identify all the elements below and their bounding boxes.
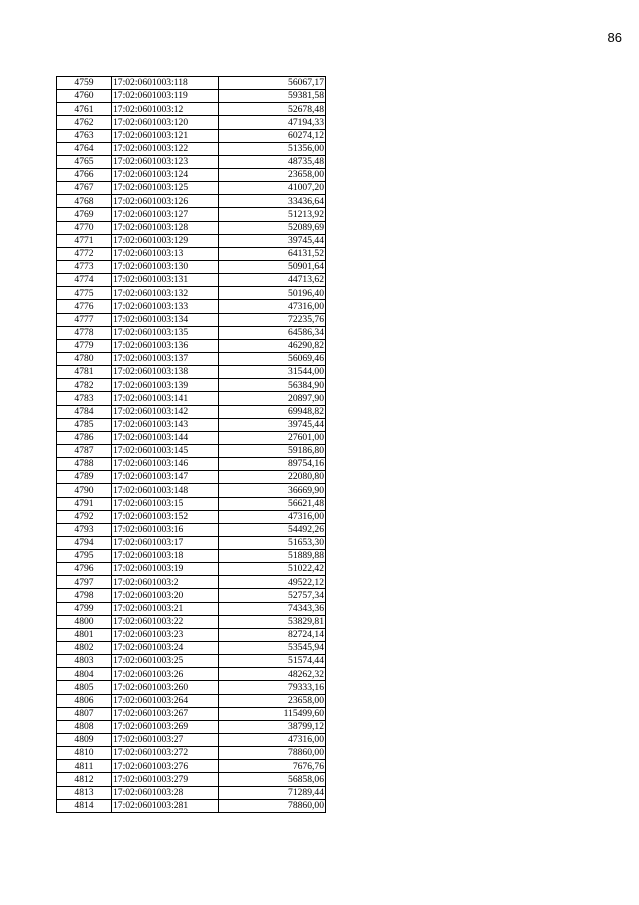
value-cell: 69948,82 <box>219 405 326 418</box>
row-number-cell: 4786 <box>57 431 112 444</box>
table-row <box>57 116 326 129</box>
cadastral-number-cell: 17:02:0601003:21 <box>112 602 219 615</box>
value-cell: 22080,80 <box>219 471 326 484</box>
cadastral-number-cell: 17:02:0601003:134 <box>112 313 219 326</box>
value-cell: 23658,00 <box>219 694 326 707</box>
table-row <box>57 760 326 773</box>
row-number-cell: 4772 <box>57 247 112 260</box>
value-cell: 51574,44 <box>219 655 326 668</box>
cadastral-number-cell: 17:02:0601003:25 <box>112 655 219 668</box>
value-cell: 52678,48 <box>219 103 326 116</box>
value-cell: 50196,40 <box>219 287 326 300</box>
table-row <box>57 668 326 681</box>
table-row <box>57 550 326 563</box>
row-number-cell: 4797 <box>57 576 112 589</box>
table-row <box>57 694 326 707</box>
table-row <box>57 221 326 234</box>
row-number-cell: 4792 <box>57 510 112 523</box>
row-number-cell: 4806 <box>57 694 112 707</box>
value-cell: 51356,00 <box>219 142 326 155</box>
table-row <box>57 523 326 536</box>
cadastral-number-cell: 17:02:0601003:135 <box>112 326 219 339</box>
table-row <box>57 339 326 352</box>
row-number-cell: 4773 <box>57 260 112 273</box>
cadastral-number-cell: 17:02:0601003:13 <box>112 247 219 260</box>
cadastral-number-cell: 17:02:0601003:264 <box>112 694 219 707</box>
value-cell: 56858,06 <box>219 773 326 786</box>
cadastral-number-cell: 17:02:0601003:137 <box>112 352 219 365</box>
row-number-cell: 4761 <box>57 103 112 116</box>
row-number-cell: 4812 <box>57 773 112 786</box>
cadastral-number-cell: 17:02:0601003:119 <box>112 90 219 103</box>
row-number-cell: 4791 <box>57 497 112 510</box>
row-number-cell: 4802 <box>57 642 112 655</box>
table-row <box>57 747 326 760</box>
row-number-cell: 4793 <box>57 523 112 536</box>
cadastral-number-cell: 17:02:0601003:130 <box>112 260 219 273</box>
value-cell: 78860,00 <box>219 747 326 760</box>
table-row <box>57 707 326 720</box>
cadastral-number-cell: 17:02:0601003:144 <box>112 431 219 444</box>
table-row <box>57 786 326 799</box>
value-cell: 56621,48 <box>219 497 326 510</box>
cadastral-number-cell: 17:02:0601003:27 <box>112 734 219 747</box>
value-cell: 47316,00 <box>219 300 326 313</box>
value-cell: 39745,44 <box>219 418 326 431</box>
cadastral-number-cell: 17:02:0601003:15 <box>112 497 219 510</box>
row-number-cell: 4774 <box>57 274 112 287</box>
cadastral-number-cell: 17:02:0601003:118 <box>112 77 219 90</box>
table-row <box>57 720 326 733</box>
table-row <box>57 182 326 195</box>
table-row <box>57 352 326 365</box>
value-cell: 59381,58 <box>219 90 326 103</box>
row-number-cell: 4800 <box>57 615 112 628</box>
cadastral-number-cell: 17:02:0601003:132 <box>112 287 219 300</box>
value-cell: 56069,46 <box>219 352 326 365</box>
table-row <box>57 247 326 260</box>
value-cell: 64586,34 <box>219 326 326 339</box>
value-cell: 53829,81 <box>219 615 326 628</box>
row-number-cell: 4771 <box>57 234 112 247</box>
cadastral-number-cell: 17:02:0601003:131 <box>112 274 219 287</box>
table-row <box>57 234 326 247</box>
row-number-cell: 4787 <box>57 444 112 457</box>
row-number-cell: 4776 <box>57 300 112 313</box>
cadastral-number-cell: 17:02:0601003:19 <box>112 563 219 576</box>
cadastral-number-cell: 17:02:0601003:148 <box>112 484 219 497</box>
cadastral-number-cell: 17:02:0601003:120 <box>112 116 219 129</box>
table-row <box>57 155 326 168</box>
row-number-cell: 4760 <box>57 90 112 103</box>
row-number-cell: 4811 <box>57 760 112 773</box>
cadastral-number-cell: 17:02:0601003:138 <box>112 366 219 379</box>
row-number-cell: 4764 <box>57 142 112 155</box>
value-cell: 49522,12 <box>219 576 326 589</box>
table-row <box>57 615 326 628</box>
table-row <box>57 77 326 90</box>
cadastral-number-cell: 17:02:0601003:136 <box>112 339 219 352</box>
table-row <box>57 628 326 641</box>
value-cell: 72235,76 <box>219 313 326 326</box>
table-row <box>57 168 326 181</box>
value-cell: 48262,32 <box>219 668 326 681</box>
value-cell: 64131,52 <box>219 247 326 260</box>
table-row <box>57 497 326 510</box>
value-cell: 47194,33 <box>219 116 326 129</box>
table-row <box>57 431 326 444</box>
cadastral-number-cell: 17:02:0601003:22 <box>112 615 219 628</box>
row-number-cell: 4765 <box>57 155 112 168</box>
table-row <box>57 142 326 155</box>
row-number-cell: 4796 <box>57 563 112 576</box>
value-cell: 79333,16 <box>219 681 326 694</box>
cadastral-number-cell: 17:02:0601003:281 <box>112 799 219 812</box>
cadastral-number-cell: 17:02:0601003:20 <box>112 589 219 602</box>
row-number-cell: 4788 <box>57 458 112 471</box>
cadastral-value-table <box>56 76 326 813</box>
value-cell: 20897,90 <box>219 392 326 405</box>
value-cell: 27601,00 <box>219 431 326 444</box>
cadastral-number-cell: 17:02:0601003:124 <box>112 168 219 181</box>
row-number-cell: 4784 <box>57 405 112 418</box>
cadastral-number-cell: 17:02:0601003:128 <box>112 221 219 234</box>
row-number-cell: 4769 <box>57 208 112 221</box>
row-number-cell: 4766 <box>57 168 112 181</box>
row-number-cell: 4803 <box>57 655 112 668</box>
value-cell: 74343,36 <box>219 602 326 615</box>
row-number-cell: 4810 <box>57 747 112 760</box>
value-cell: 47316,00 <box>219 734 326 747</box>
table-row <box>57 471 326 484</box>
table-row <box>57 536 326 549</box>
value-cell: 51213,92 <box>219 208 326 221</box>
row-number-cell: 4805 <box>57 681 112 694</box>
table-row <box>57 260 326 273</box>
table-row <box>57 576 326 589</box>
value-cell: 54492,26 <box>219 523 326 536</box>
row-number-cell: 4762 <box>57 116 112 129</box>
row-number-cell: 4813 <box>57 786 112 799</box>
value-cell: 53545,94 <box>219 642 326 655</box>
table-row <box>57 418 326 431</box>
value-cell: 36669,90 <box>219 484 326 497</box>
cadastral-number-cell: 17:02:0601003:145 <box>112 444 219 457</box>
table-row <box>57 484 326 497</box>
row-number-cell: 4807 <box>57 707 112 720</box>
table-row <box>57 799 326 812</box>
cadastral-number-cell: 17:02:0601003:16 <box>112 523 219 536</box>
row-number-cell: 4783 <box>57 392 112 405</box>
row-number-cell: 4775 <box>57 287 112 300</box>
row-number-cell: 4768 <box>57 195 112 208</box>
cadastral-number-cell: 17:02:0601003:267 <box>112 707 219 720</box>
value-cell: 89754,16 <box>219 458 326 471</box>
row-number-cell: 4779 <box>57 339 112 352</box>
row-number-cell: 4781 <box>57 366 112 379</box>
value-cell: 23658,00 <box>219 168 326 181</box>
table-row <box>57 602 326 615</box>
cadastral-number-cell: 17:02:0601003:28 <box>112 786 219 799</box>
row-number-cell: 4782 <box>57 379 112 392</box>
value-cell: 41007,20 <box>219 182 326 195</box>
table-row <box>57 589 326 602</box>
value-cell: 78860,00 <box>219 799 326 812</box>
value-cell: 82724,14 <box>219 628 326 641</box>
table-row <box>57 313 326 326</box>
cadastral-number-cell: 17:02:0601003:12 <box>112 103 219 116</box>
value-cell: 59186,80 <box>219 444 326 457</box>
value-cell: 47316,00 <box>219 510 326 523</box>
row-number-cell: 4794 <box>57 536 112 549</box>
cadastral-number-cell: 17:02:0601003:121 <box>112 129 219 142</box>
value-cell: 31544,00 <box>219 366 326 379</box>
cadastral-number-cell: 17:02:0601003:133 <box>112 300 219 313</box>
row-number-cell: 4778 <box>57 326 112 339</box>
cadastral-number-cell: 17:02:0601003:18 <box>112 550 219 563</box>
value-cell: 115499,60 <box>219 707 326 720</box>
value-cell: 46290,82 <box>219 339 326 352</box>
row-number-cell: 4809 <box>57 734 112 747</box>
cadastral-number-cell: 17:02:0601003:141 <box>112 392 219 405</box>
cadastral-number-cell: 17:02:0601003:129 <box>112 234 219 247</box>
table-row <box>57 326 326 339</box>
cadastral-number-cell: 17:02:0601003:126 <box>112 195 219 208</box>
table-row <box>57 274 326 287</box>
value-cell: 60274,12 <box>219 129 326 142</box>
row-number-cell: 4799 <box>57 602 112 615</box>
value-cell: 44713,62 <box>219 274 326 287</box>
row-number-cell: 4814 <box>57 799 112 812</box>
cadastral-number-cell: 17:02:0601003:272 <box>112 747 219 760</box>
value-cell: 52757,34 <box>219 589 326 602</box>
table-row <box>57 195 326 208</box>
table-row <box>57 734 326 747</box>
table-row <box>57 655 326 668</box>
value-cell: 51653,30 <box>219 536 326 549</box>
table-row <box>57 366 326 379</box>
table-row <box>57 563 326 576</box>
cadastral-number-cell: 17:02:0601003:17 <box>112 536 219 549</box>
page-number: 86 <box>607 30 622 45</box>
value-cell: 38799,12 <box>219 720 326 733</box>
value-cell: 39745,44 <box>219 234 326 247</box>
cadastral-number-cell: 17:02:0601003:279 <box>112 773 219 786</box>
value-cell: 56067,17 <box>219 77 326 90</box>
cadastral-number-cell: 17:02:0601003:142 <box>112 405 219 418</box>
value-cell: 71289,44 <box>219 786 326 799</box>
row-number-cell: 4777 <box>57 313 112 326</box>
row-number-cell: 4801 <box>57 628 112 641</box>
cadastral-number-cell: 17:02:0601003:152 <box>112 510 219 523</box>
table-row <box>57 444 326 457</box>
table-row <box>57 458 326 471</box>
table-row <box>57 405 326 418</box>
cadastral-number-cell: 17:02:0601003:125 <box>112 182 219 195</box>
cadastral-number-cell: 17:02:0601003:260 <box>112 681 219 694</box>
row-number-cell: 4780 <box>57 352 112 365</box>
value-cell: 7676,76 <box>219 760 326 773</box>
row-number-cell: 4795 <box>57 550 112 563</box>
value-cell: 52089,69 <box>219 221 326 234</box>
row-number-cell: 4785 <box>57 418 112 431</box>
table-body <box>57 77 326 813</box>
cadastral-number-cell: 17:02:0601003:26 <box>112 668 219 681</box>
table-row <box>57 773 326 786</box>
row-number-cell: 4790 <box>57 484 112 497</box>
cadastral-number-cell: 17:02:0601003:146 <box>112 458 219 471</box>
value-cell: 50901,64 <box>219 260 326 273</box>
value-cell: 33436,64 <box>219 195 326 208</box>
table-row <box>57 379 326 392</box>
cadastral-number-cell: 17:02:0601003:269 <box>112 720 219 733</box>
table-row <box>57 510 326 523</box>
cadastral-number-cell: 17:02:0601003:23 <box>112 628 219 641</box>
cadastral-number-cell: 17:02:0601003:143 <box>112 418 219 431</box>
row-number-cell: 4789 <box>57 471 112 484</box>
table-row <box>57 287 326 300</box>
row-number-cell: 4770 <box>57 221 112 234</box>
cadastral-number-cell: 17:02:0601003:147 <box>112 471 219 484</box>
row-number-cell: 4763 <box>57 129 112 142</box>
row-number-cell: 4808 <box>57 720 112 733</box>
table-row <box>57 642 326 655</box>
cadastral-number-cell: 17:02:0601003:122 <box>112 142 219 155</box>
table-row <box>57 300 326 313</box>
table-row <box>57 90 326 103</box>
row-number-cell: 4798 <box>57 589 112 602</box>
value-cell: 56384,90 <box>219 379 326 392</box>
cadastral-number-cell: 17:02:0601003:276 <box>112 760 219 773</box>
value-cell: 51022,42 <box>219 563 326 576</box>
cadastral-number-cell: 17:02:0601003:139 <box>112 379 219 392</box>
cadastral-number-cell: 17:02:0601003:123 <box>112 155 219 168</box>
value-cell: 48735,48 <box>219 155 326 168</box>
cadastral-number-cell: 17:02:0601003:2 <box>112 576 219 589</box>
cadastral-number-cell: 17:02:0601003:24 <box>112 642 219 655</box>
row-number-cell: 4767 <box>57 182 112 195</box>
table-row <box>57 208 326 221</box>
cadastral-number-cell: 17:02:0601003:127 <box>112 208 219 221</box>
table-row <box>57 103 326 116</box>
value-cell: 51889,88 <box>219 550 326 563</box>
row-number-cell: 4759 <box>57 77 112 90</box>
table-row <box>57 392 326 405</box>
table-row <box>57 681 326 694</box>
table-row <box>57 129 326 142</box>
row-number-cell: 4804 <box>57 668 112 681</box>
